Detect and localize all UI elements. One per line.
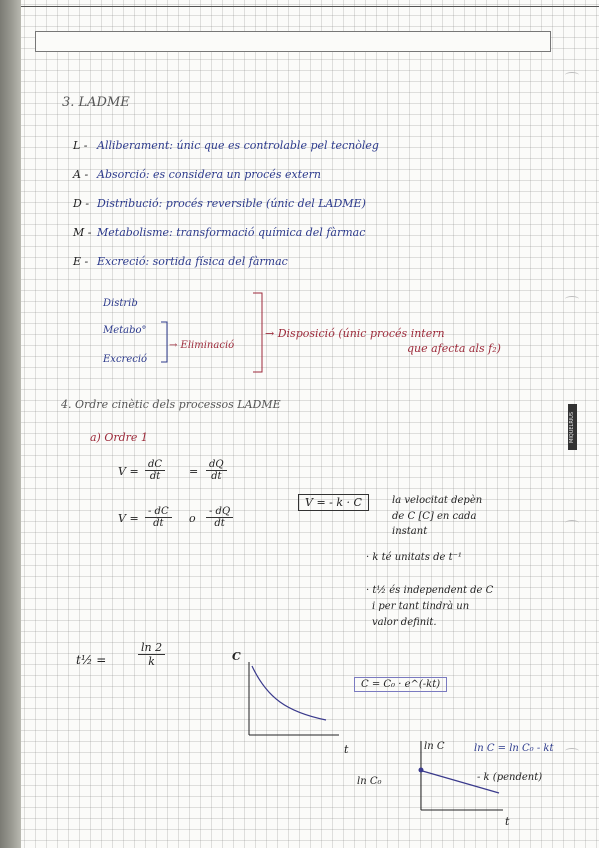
ladme-letter-d: D -: [73, 197, 90, 210]
frac-num: - dC: [145, 506, 172, 518]
bullet-half-life-2: i per tant tindrà un: [372, 601, 470, 612]
ladme-text-d: Distribució: procés reversible (únic del LADME): [97, 197, 366, 210]
section4-title: 4. Ordre cinètic dels processos LADME: [61, 398, 281, 411]
bullet-k-units: · k té unitats de t⁻¹: [366, 552, 462, 563]
frac-num: - dQ: [206, 506, 233, 518]
elimination-item-distrib: Distrib: [103, 298, 138, 309]
disposition-label: → Disposició (únic procés intern: [265, 327, 445, 340]
frac-den: k: [148, 655, 155, 668]
elimination-item-metabo: Metabo°: [103, 325, 147, 336]
elimination-item-excrecio: Excreció: [103, 354, 148, 365]
ladme-text-l: Alliberament: únic que es controlable pel tecnòleg: [97, 139, 379, 152]
half-life-label: t½ =: [76, 653, 107, 667]
disposition-note: que afecta als f₂): [407, 342, 501, 355]
notebook-page: [21, 0, 599, 848]
boxed-rate-equation: V = - k · C: [298, 494, 369, 511]
ladme-letter-a: A -: [73, 168, 89, 181]
equals-sign: =: [189, 465, 199, 478]
frac-den: dt: [211, 471, 222, 482]
ladme-text-a: Absorció: es considera un procés extern: [97, 168, 321, 181]
frac-den: dt: [149, 471, 161, 482]
frac-num: dQ: [206, 459, 227, 471]
frac-num: ln 2: [138, 641, 165, 655]
ladme-letter-l: L -: [73, 139, 88, 152]
graph1-y-axis-label: C: [232, 650, 241, 663]
log-linear-equation: ln C = ln C₀ - kt: [474, 743, 554, 754]
graph2-y-axis-label: ln C: [424, 741, 445, 752]
log-linear-graph: [21, 0, 599, 848]
exponential-equation-box: C = C₀ · e^(-kt): [354, 677, 447, 692]
v-label-1: V =: [118, 465, 139, 478]
or-label: o: [189, 512, 196, 525]
section-title: 3. LADME: [62, 95, 130, 110]
graph2-x-axis-label: t: [505, 815, 510, 828]
slope-note: - k (pendent): [477, 772, 543, 783]
notebook-binding: [0, 0, 21, 848]
frac-den: dt: [153, 518, 164, 529]
graph1-x-axis-label: t: [344, 743, 349, 756]
frac-den: dt: [214, 518, 225, 529]
section4-subtitle: a) Ordre 1: [90, 431, 148, 444]
rate-note-line3: instant: [392, 526, 428, 537]
ladme-text-m: Metabolisme: transformació química del fàrmac: [97, 226, 366, 239]
frac-num: dC: [145, 459, 165, 471]
v-label-2: V =: [118, 512, 139, 525]
bullet-half-life-1: · t½ és independent de C: [366, 585, 494, 596]
rate-note-line2: de C [C] en cada: [392, 511, 477, 522]
bullet-half-life-3: valor definit.: [372, 617, 437, 628]
ladme-text-e: Excreció: sortida física del fàrmac: [97, 255, 288, 268]
brand-tab: MIQUELRIUS: [568, 404, 577, 450]
graph2-intercept-label: ln C₀: [357, 776, 382, 787]
elimination-label: → Eliminació: [169, 340, 235, 351]
ladme-letter-e: E -: [73, 255, 89, 268]
rate-note-line1: la velocitat depèn: [392, 495, 483, 506]
ladme-letter-m: M -: [73, 226, 92, 239]
